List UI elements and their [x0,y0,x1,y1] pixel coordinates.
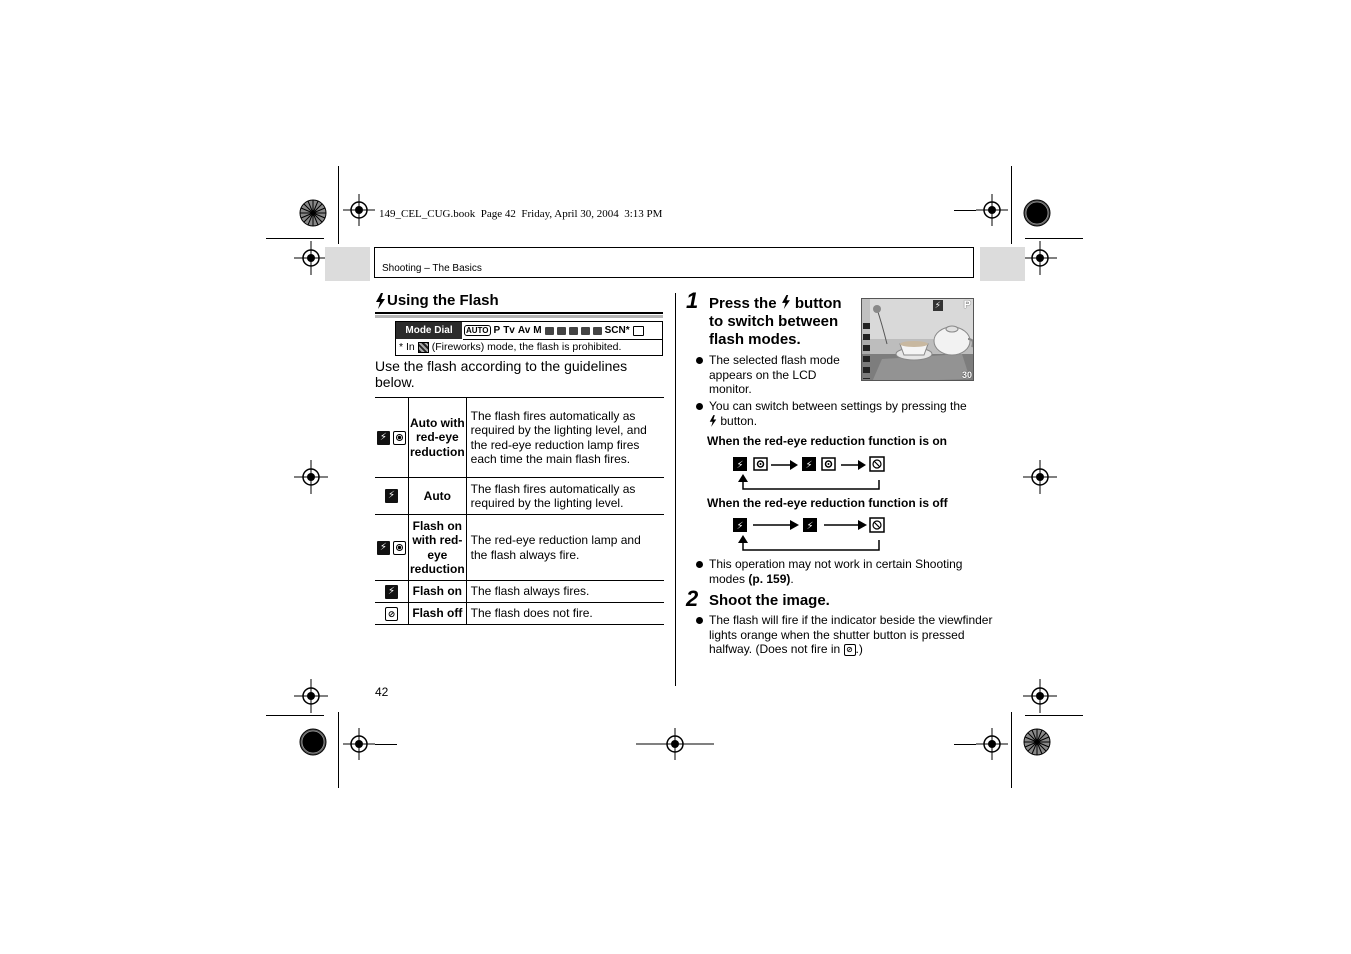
flash-on-icon: ⚡ [377,541,390,555]
mode-p: P [493,325,501,336]
corner-target-bottom-right [1022,727,1052,757]
flash-off-icon: ⊘ [385,607,398,621]
mode-name: Auto with red-eye reduction [409,398,467,478]
lcd-flash-indicator: ⚡ [934,300,941,310]
lcd-monitor-image [861,298,974,381]
reg-mark [976,728,1008,760]
table-row [375,398,664,478]
red-eye-icon [393,541,406,555]
mode-name: Flash off [409,603,467,625]
auto-flash-icon: ⚡ [385,489,398,503]
reg-mark [343,194,375,226]
reg-mark [1023,679,1057,713]
reg-mark [1023,460,1057,494]
flash-mode-table [375,397,664,625]
flash-off-icon: ⊘ [844,644,856,656]
mode-name: Flash on [409,581,467,603]
svg-text:⚡: ⚡ [736,460,744,471]
mode-desc: The flash fires automatically as required by the lighting level. [466,478,664,515]
red-eye-on-heading: When the red-eye reduction function is on [707,434,948,448]
lcd-mode: P [963,299,971,311]
svg-text:⚡: ⚡ [736,521,744,532]
flash-cycle-on-diagram [728,452,888,494]
step-2-bullet: The flash will fire if the indicator beside the viewfinder lights orange when the shutter button is pressed halfway. (Does not fire in ⊘ .) [695,613,994,657]
reg-mark [294,679,328,713]
mode-m: M [533,325,542,336]
mode-name: Auto [409,478,467,515]
corner-target-top-left [298,198,328,228]
slow-shutter-icon [593,327,602,335]
step-1-bullet: The selected flash mode appears on the LCD monitor. [695,353,859,397]
column-divider [675,293,676,686]
step-1-note: This operation may not work in certain Shooting modes (p. 159). [695,557,979,586]
landscape-icon [557,327,566,335]
reg-mark [1023,241,1057,275]
corner-target-bottom-left [298,727,328,757]
section-title [375,292,499,309]
flash-icon [375,293,386,309]
fast-shutter-icon [581,327,590,335]
mode-desc: The flash does not fire. [466,603,664,625]
mode-dial-label: Mode Dial [396,322,462,339]
mode-desc: The flash fires automatically as required by the lighting level, and the red-eye reduction lamp fires each time the main flash fires. [466,398,664,478]
lcd-scene [862,299,974,381]
mode-auto: AUTO [466,326,489,335]
reg-mark [294,241,328,275]
svg-text:⚡: ⚡ [806,521,814,532]
lcd-shots: 30 [961,370,972,380]
flash-icon [709,415,717,427]
table-row [375,581,664,603]
mode-dial-box [395,321,663,356]
night-scene-icon [569,327,578,335]
reg-mark [976,194,1008,226]
mode-dial-icons [463,322,662,340]
fireworks-icon [418,342,429,353]
title-rule-shade [375,315,663,318]
running-header [374,247,974,278]
step-1-title: Press the button to switch between flash modes. [709,295,842,348]
step-1-bullet: You can switch between settings by pressing the button. [695,399,979,428]
reg-mark [294,460,328,494]
flash-on-icon: ⚡ [385,585,398,599]
mode-scn: SCN* [604,325,630,336]
red-eye-icon [393,431,406,445]
left-thumb-tab [325,247,370,281]
mode-av: Av [517,325,531,336]
portrait-icon [545,327,554,335]
table-row [375,515,664,581]
red-eye-off-heading: When the red-eye reduction function is off [707,496,948,510]
reg-mark [343,728,375,760]
step-2-number: 2 [686,586,699,611]
table-row [375,478,664,515]
title-rule [375,312,663,314]
mode-dial-note: * In (Fireworks) mode, the flash is prohibited. [399,341,622,353]
page-ref-link[interactable]: (p. 159) [748,571,791,586]
page-number: 42 [375,685,389,699]
intro-text: Use the flash according to the guidelines below. [375,358,628,390]
mode-tv: Tv [503,325,515,336]
mode-name: Flash on with red-eye reduction [409,515,467,581]
section-title-text: Using the Flash [387,292,499,309]
step-2-title: Shoot the image. [709,592,830,609]
stitch-assist-icon [633,326,644,336]
corner-target-top-right [1022,198,1052,228]
reg-mark [636,728,714,760]
table-row [375,603,664,625]
mode-desc: The flash always fires. [466,581,664,603]
right-thumb-tab [980,247,1025,281]
breadcrumb: Shooting – The Basics [382,263,482,274]
svg-text:⚡: ⚡ [805,460,813,471]
step-1-number: 1 [686,288,699,313]
auto-flash-icon: ⚡ [377,431,390,445]
print-slug: 149_CEL_CUG.book Page 42 Friday, April 30, 2004 3:13 PM [379,208,663,220]
flash-icon [781,295,791,309]
mode-desc: The red-eye reduction lamp and the flash always fire. [466,515,664,581]
lcd-left-icons [863,323,870,379]
flash-cycle-off-diagram [728,513,888,555]
